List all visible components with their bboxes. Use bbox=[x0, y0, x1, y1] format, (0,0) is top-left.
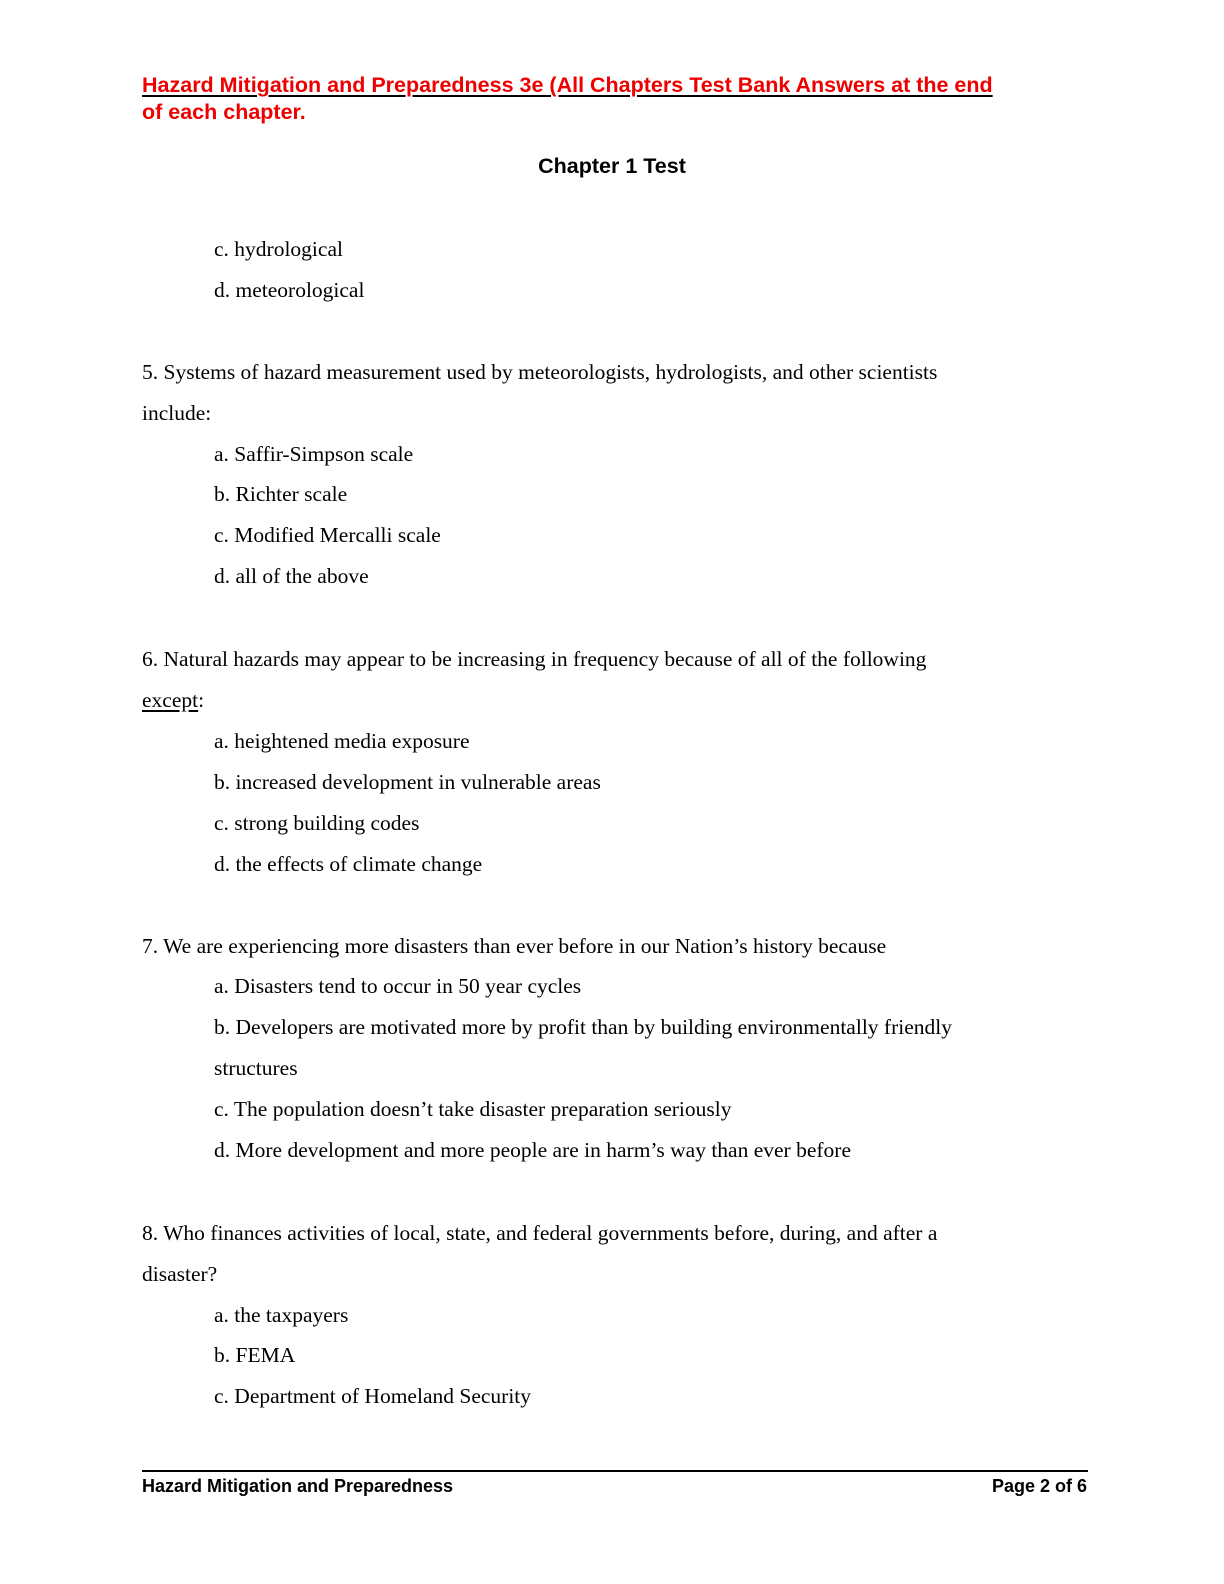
question-6-option-b: b. increased development in vulnerable areas bbox=[214, 770, 601, 794]
question-7-option-d: d. More development and more people are in harm’s way than ever before bbox=[214, 1138, 851, 1162]
emphasis-except: except bbox=[142, 688, 199, 712]
question-7-option-c: c. The population doesn’t take disaster preparation seriously bbox=[214, 1097, 732, 1121]
question-5-option-a: a. Saffir-Simpson scale bbox=[214, 442, 414, 466]
question-6-option-a: a. heightened media exposure bbox=[214, 729, 470, 753]
question-6-text: 6. Natural hazards may appear to be increasing in frequency because of all of the following bbox=[142, 647, 927, 671]
question-8-text-cont: disaster? bbox=[142, 1262, 218, 1286]
continued-option-c: c. hydrological bbox=[214, 237, 343, 261]
question-5-text-cont: include: bbox=[142, 401, 212, 425]
question-7-option-b-cont: structures bbox=[214, 1056, 298, 1080]
page-number: Page 2 of 6 bbox=[991, 1476, 1087, 1496]
footer-title: Hazard Mitigation and Preparedness bbox=[142, 1476, 454, 1496]
header-title-line-2: of each chapter. bbox=[142, 100, 306, 124]
question-7-text: 7. We are experiencing more disasters than ever before in our Nation’s history because bbox=[142, 934, 887, 958]
question-8-text: 8. Who finances activities of local, state, and federal governments before, during, and after a bbox=[142, 1221, 938, 1245]
document-header-title bbox=[142, 72, 1092, 126]
header-title-line-1: Hazard Mitigation and Preparedness 3e (All Chapters Test Bank Answers at the end bbox=[142, 73, 993, 97]
question-5-option-c: c. Modified Mercalli scale bbox=[214, 523, 441, 547]
footer-divider bbox=[142, 1470, 1088, 1472]
question-5-text: 5. Systems of hazard measurement used by meteorologists, hydrologists, and other scientists bbox=[142, 360, 938, 384]
question-6-text-cont: except: bbox=[142, 688, 205, 712]
question-7-option-a: a. Disasters tend to occur in 50 year cycles bbox=[214, 974, 582, 998]
question-6-option-d: d. the effects of climate change bbox=[214, 852, 483, 876]
question-8-option-a: a. the taxpayers bbox=[214, 1303, 349, 1327]
question-8-option-c: c. Department of Homeland Security bbox=[214, 1384, 532, 1408]
question-6-option-c: c. strong building codes bbox=[214, 811, 420, 835]
question-5-option-d: d. all of the above bbox=[214, 564, 369, 588]
question-7-option-b: b. Developers are motivated more by profit than by building environmentally friendly bbox=[214, 1015, 952, 1039]
chapter-title: Chapter 1 Test bbox=[538, 154, 686, 178]
continued-option-d: d. meteorological bbox=[214, 278, 365, 302]
question-8-option-b: b. FEMA bbox=[214, 1343, 296, 1367]
question-5-option-b: b. Richter scale bbox=[214, 482, 348, 506]
